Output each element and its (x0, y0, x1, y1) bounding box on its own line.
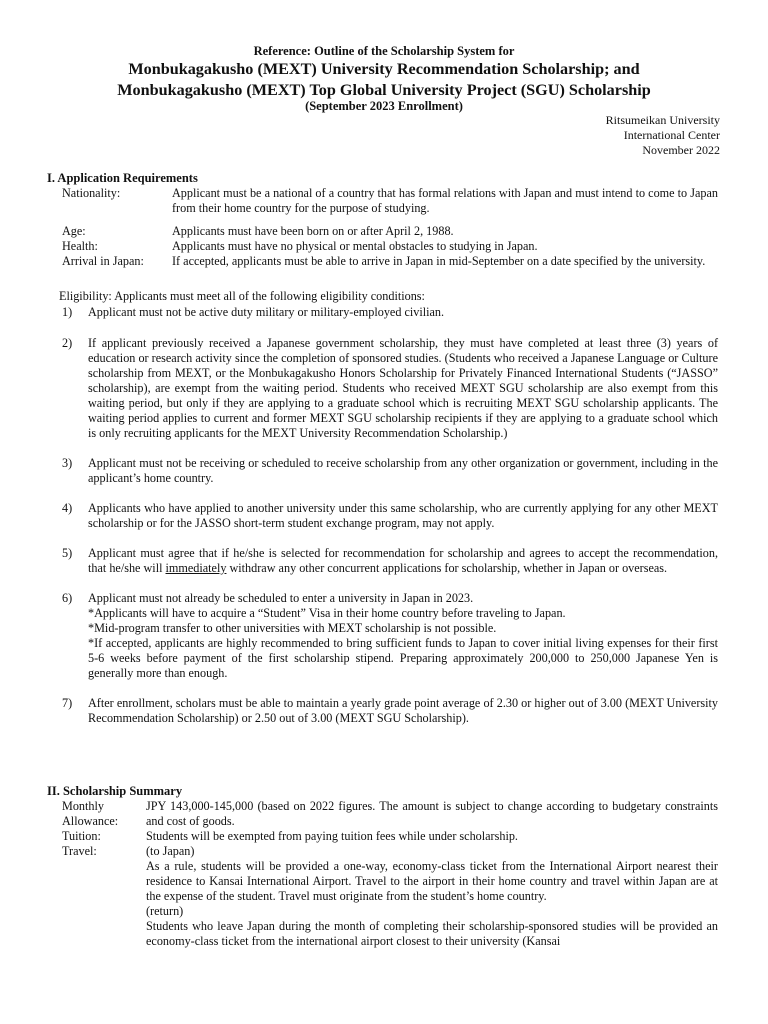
travel-to-heading: (to Japan) (146, 844, 195, 858)
item-number: 2) (62, 336, 73, 350)
eligibility-item (62, 336, 718, 441)
eligibility-item (62, 501, 718, 531)
summary-text (146, 844, 718, 949)
eligibility-item (62, 546, 718, 576)
summary-text: Students will be exempted from paying tuition fees while under scholarship. (146, 829, 518, 843)
requirement-row (62, 186, 718, 216)
item-note: *Mid-program transfer to other universities with MEXT scholarship is not possible. (88, 621, 497, 635)
issuer-university: Ritsumeikan University (605, 113, 720, 127)
eligibility-item (62, 696, 718, 726)
requirement-label: Health: (62, 239, 98, 253)
eligibility-item (62, 591, 718, 681)
item-text-part: Applicant must agree that if he/she is selected for recommendation for scholarship and agrees to accept the recommendation, that he/she will (88, 546, 718, 575)
item-text: If applicant previously received a Japanese government scholarship, they must have completed at least three (3) years of education or research activity since the completion of sponsored studies. (Students who received a Japanese Language or Culture scholarship from MEXT, or the Monbukagakusho Honors Scholarship for Privately Financed International Students (“JASSO” scholarship), are exempt from the waiting period. Students who received MEXT SGU scholarship are also exempt from this waiting period, but only if they are applying to a graduate school which is recruiting MEXT SGU scholarship applicants. The waiting period applies to current and former MEXT SGU scholarship recipients if they are applying to a graduate school which is only recruiting applicants for the MEXT University Recommendation Scholarship.) (88, 336, 718, 440)
requirement-text: Applicants must have been born on or after April 2, 1988. (172, 224, 454, 238)
item-number: 6) (62, 591, 73, 605)
item-number: 4) (62, 501, 73, 515)
summary-table (62, 799, 718, 949)
item-text (88, 546, 718, 576)
item-main-text: Applicant must not already be scheduled to enter a university in Japan in 2023. (88, 591, 474, 605)
section-heading-summary: II. Scholarship Summary (47, 784, 183, 798)
item-text-part: withdraw any other concurrent applications for scholarship, whether in Japan or overseas. (226, 561, 668, 575)
summary-label-line: Allowance: (62, 814, 119, 828)
requirement-label: Arrival in Japan: (62, 254, 144, 268)
requirement-row (62, 254, 718, 269)
summary-row-travel (62, 844, 718, 949)
reference-line: Reference: Outline of the Scholarship System for (253, 44, 515, 58)
travel-return-text: Students who leave Japan during the month of completing their scholarship-sponsored studies will be provided an economy-class ticket from the international airport closest to their university (Kansai (146, 919, 718, 948)
title-line-1: Monbukagakusho (MEXT) University Recommendation Scholarship; and (128, 60, 640, 78)
item-text: Applicants who have applied to another university under this same scholarship, who are currently applying for any other MEXT scholarship or for the JASSO short-term student exchange program, may not apply. (88, 501, 718, 530)
document-title (0, 59, 768, 101)
requirement-text: Applicant must be a national of a country that has formal relations with Japan and must intend to come to Japan from their home country for the purpose of studying. (172, 186, 718, 215)
eligibility-item (62, 305, 718, 320)
section-heading-requirements: I. Application Requirements (47, 171, 198, 185)
requirement-label: Nationality: (62, 186, 121, 200)
item-note: *If accepted, applicants are highly recommended to bring sufficient funds to Japan to cover initial living expenses for their first 5-6 weeks before payment of the first scholarship stipend. Preparing approximately 200,000 to 250,000 Japanese Yen is generally more than enough. (88, 636, 718, 680)
eligibility-item (62, 456, 718, 486)
requirements-table (62, 186, 718, 269)
item-number: 1) (62, 305, 73, 319)
eligibility-intro: Eligibility: Applicants must meet all of the following eligibility conditions: (59, 289, 425, 303)
requirement-label: Age: (62, 224, 86, 238)
item-note: *Applicants will have to acquire a “Student” Visa in their home country before traveling to Japan. (88, 606, 566, 620)
eligibility-list (62, 305, 718, 726)
document-subtitle: (September 2023 Enrollment) (305, 99, 463, 113)
summary-label-line: Monthly (62, 799, 104, 813)
requirement-text: If accepted, applicants must be able to arrive in Japan in mid-September on a date specified by the university. (172, 254, 706, 268)
issuer-center: International Center (623, 128, 720, 142)
travel-to-text: As a rule, students will be provided a one-way, economy-class ticket from the International Airport nearest their residence to Kansai International Airport. Travel to the airport in their home country and travel within Japan are at the expense of the student. Travel must originate from the student’s home country. (146, 859, 718, 903)
item-text: After enrollment, scholars must be able to maintain a yearly grade point average of 2.30 or higher out of 3.00 (MEXT University Recommendation Scholarship) or 2.50 out of 3.00 (MEXT SGU Scholarship). (88, 696, 718, 725)
summary-row-monthly (62, 799, 718, 829)
item-number: 3) (62, 456, 73, 470)
item-text: Applicant must not be receiving or scheduled to receive scholarship from any other organization or government, including in the applicant’s home country. (88, 456, 718, 485)
requirement-text: Applicants must have no physical or mental obstacles to studying in Japan. (172, 239, 538, 253)
summary-text: JPY 143,000-145,000 (based on 2022 figures. The amount is subject to change according to budgetary constraints and cost of goods. (146, 799, 718, 828)
summary-label: Tuition: (62, 829, 101, 843)
requirement-row (62, 224, 718, 239)
summary-row-tuition (62, 829, 718, 844)
travel-return-heading: (return) (146, 904, 184, 918)
summary-label: Travel: (62, 844, 97, 858)
title-line-2: Monbukagakusho (MEXT) Top Global University Project (SGU) Scholarship (117, 81, 651, 99)
summary-label (62, 799, 146, 829)
item-text (88, 591, 718, 681)
item-text: Applicant must not be active duty military or military-employed civilian. (88, 305, 445, 319)
requirement-row (62, 239, 718, 254)
issuer-block (606, 113, 720, 158)
item-number: 7) (62, 696, 73, 710)
item-number: 5) (62, 546, 73, 560)
issue-date: November 2022 (642, 143, 720, 157)
underlined-emphasis: immediately (165, 561, 227, 575)
